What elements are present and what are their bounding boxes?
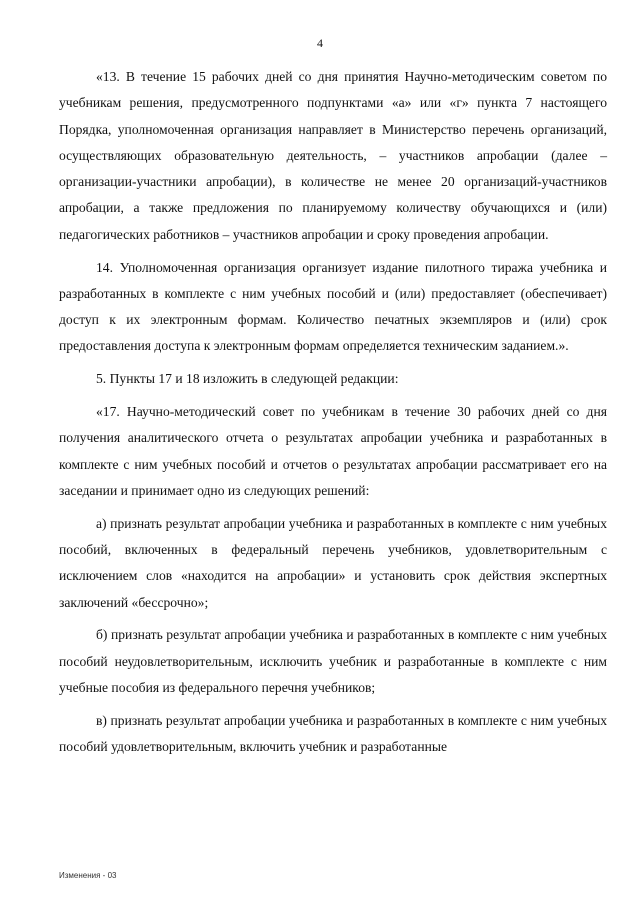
paragraph-item-17: «17. Научно-методический совет по учебникам в течение 30 рабочих дней со дня получения аналитического отчета о результатах апробации учебника и разработанных в комплекте с ним учебных пособий и отчетов о результатах апробации рассматривает его на заседании и принимает одно из следующих решений: bbox=[59, 404, 607, 498]
footer-note: Изменения - 03 bbox=[59, 871, 117, 880]
paragraph-subitem-v: в) признать результат апробации учебника и разработанных в комплекте с ним учебных пособий удовлетворительным, включить учебник и разработанные bbox=[59, 712, 607, 755]
page-number: 4 bbox=[317, 36, 323, 50]
paragraph-subitem-a: а) признать результат апробации учебника и разработанных в комплекте с ним учебных пособий, включенных в федеральный перечень учебников, удовлетворительным с исключением слов «находится на апробации» и установить срок действия экспертных заключений «бессрочно»; bbox=[59, 515, 607, 610]
paragraph-item-13: «13. В течение 15 рабочих дней со дня принятия Научно-методическим советом по учебникам решения, предусмотренного подпунктами «а» или «г» пункта 7 настоящего Порядка, уполномоченная организация направляет в Министерство перечень организаций, осуществляющих образовательную деятельность, – участников апробации (далее – организации-участники апробации), в количестве не менее 20 организаций-участников апробации, а также предложения по планируемому количеству обучающихся и (или) педагогических работников – участников апробации и сроку проведения апробации. bbox=[59, 69, 607, 242]
paragraph-subitem-b: б) признать результат апробации учебника и разработанных в комплекте с ним учебных пособий неудовлетворительным, исключить учебник и разработанные в комплекте с ним учебные пособия из федерального перечня учебников; bbox=[59, 627, 607, 696]
paragraph-item-14: 14. Уполномоченная организация организует издание пилотного тиража учебника и разработанных в комплекте с ним учебных пособий и (или) предоставляет (обеспечивает) доступ к их электронным формам. Количество печатных экземпляров и (или) срок предоставления доступа к электронным формам определяется техническим заданием.». bbox=[59, 259, 607, 354]
document-body bbox=[59, 64, 607, 767]
paragraph-amendment-5: 5. Пункты 17 и 18 изложить в следующей редакции: bbox=[96, 371, 399, 387]
